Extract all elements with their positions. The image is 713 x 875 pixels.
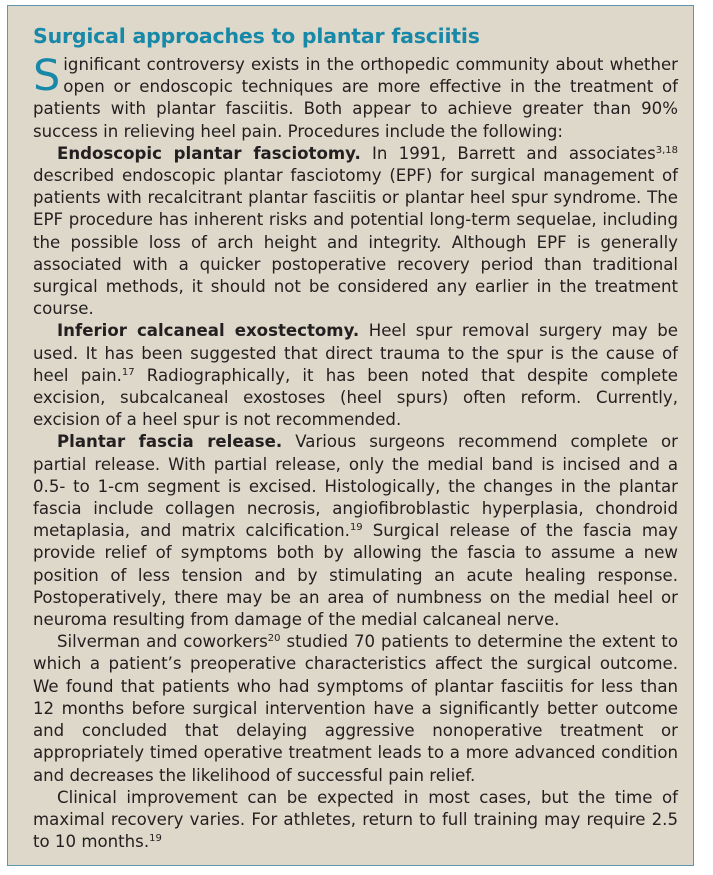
epf-reference: 3,18 [655,144,678,156]
silverman-text-a: Silverman and coworkers [57,632,268,652]
exostectomy-heading: Inferior calcaneal exostectomy. [57,321,360,341]
clinical-text: Clinical improvement can be expected in most cases, but the time of maximal recovery varies. For athletes, return to full training may require 2.5 to 10 months. [33,787,678,852]
exostectomy-reference: 17 [121,366,135,378]
exostectomy-paragraph [33,320,678,431]
silverman-text-b: studied 70 patients to determine the extent to which a patient’s preoperative characteristics affect the surgical outcome. We found that patients who had symptoms of plantar fasciitis for less than 12 months before surgical intervention have a significantly better outcome and concluded that delaying aggressive nonoperative treatment or appropriately timed operative treatment leads to a more advanced condition and decreases the likelihood of successful pain relief. [33,632,678,785]
clinical-reference: 19 [149,833,162,845]
drop-cap: S [33,51,61,101]
intro-text: ignificant controversy exists in the orthopedic community about whether open or endoscopic techniques are more effective in the treatment of patients with plantar fasciitis. Both appear to achieve greater than 90% success in relieving heel pain. Procedures include the following: [33,55,678,141]
exostectomy-text-a: Heel spur removal surgery may be used. It has been suggested that direct trauma to the spur is the cause of heel pain. [33,321,678,385]
sidebar-box [7,5,694,866]
sidebar-content [33,23,678,853]
epf-text-a: In 1991, Barrett and associates [360,143,656,163]
silverman-reference: 20 [267,633,281,645]
epf-text-b: described endoscopic plantar fasciotomy (EPF) for surgical management of patients with recalcitrant plantar fasciitis or plantar heel spur syndrome. The EPF procedure has inherent risks and potential long-term sequelae, including the possible loss of arch height and integrity. Although EPF is generally associated with a quicker postoperative recovery period than traditional surgical methods, it should not be considered any earlier in the treatment course. [33,166,678,319]
release-paragraph [33,431,678,631]
epf-heading: Endoscopic plantar fasciotomy. [57,143,361,163]
exostectomy-text-b: Radiographically, it has been noted that despite complete excision, subcalcaneal exostoses (heel spurs) often reform. Currently, excision of a heel spur is not recommended. [33,365,678,430]
box-title: Surgical approaches to plantar fasciitis [33,24,480,48]
epf-paragraph [33,143,678,321]
clinical-paragraph [33,787,678,854]
release-reference: 19 [349,522,363,534]
release-text-a: Various surgeons recommend complete or partial release. With partial release, only the medial band is incised and a 0.5- to 1-cm segment is excised. Histologically, the changes in the plantar fascia include collagen necrosis, angiofibroblastic hyperplasia, chondroid metaplasia, and matrix calcification. [33,432,678,541]
release-text-b: Surgical release of the fascia may provide relief of symptoms both by allowing the fascia to assume a new position of less tension and by stimulating an acute healing response. Postoperatively, there may be an area of numbness on the medial heel or neuroma resulting from damage of the medial calcaneal nerve. [33,521,678,630]
release-heading: Plantar fascia release. [57,432,283,452]
intro-paragraph [33,51,678,143]
silverman-paragraph [33,631,678,786]
